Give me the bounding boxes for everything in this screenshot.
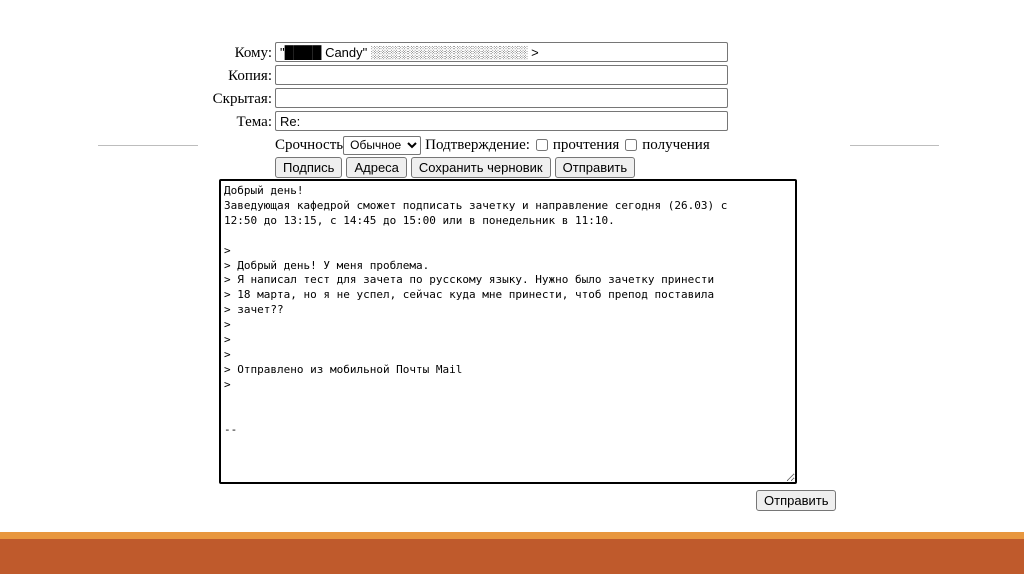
send-button-bottom[interactable]: Отправить xyxy=(756,490,836,511)
delivery-receipt-checkbox[interactable] xyxy=(625,139,637,151)
footer-bar xyxy=(0,539,1024,574)
to-row xyxy=(0,42,1024,64)
cc-input[interactable] xyxy=(275,65,728,85)
cc-label: Копия: xyxy=(228,68,272,84)
subject-input[interactable] xyxy=(275,111,728,131)
decorative-divider-left xyxy=(98,145,198,146)
save-draft-button[interactable]: Сохранить черновик xyxy=(411,157,551,178)
bcc-input[interactable] xyxy=(275,88,728,108)
footer-accent-stripe xyxy=(0,532,1024,539)
urgency-label: Срочность xyxy=(275,136,344,153)
bcc-row xyxy=(0,88,1024,110)
signature-button[interactable]: Подпись xyxy=(275,157,342,178)
toolbar xyxy=(275,157,639,178)
send-button-top[interactable]: Отправить xyxy=(555,157,635,178)
read-receipt-checkbox[interactable] xyxy=(536,139,548,151)
addresses-button[interactable]: Адреса xyxy=(346,157,406,178)
subject-row xyxy=(0,111,1024,133)
bcc-label: Скрытая: xyxy=(212,91,272,107)
cc-row xyxy=(0,65,1024,87)
subject-label: Тема: xyxy=(236,114,272,130)
options-row xyxy=(275,134,710,156)
to-input[interactable] xyxy=(275,42,728,62)
urgency-select[interactable] xyxy=(343,136,421,155)
to-label: Кому: xyxy=(234,45,272,61)
message-body-textarea[interactable] xyxy=(219,179,797,484)
decorative-divider-right xyxy=(850,145,939,146)
confirmation-label: Подтверждение: xyxy=(425,136,530,153)
delivery-receipt-label: получения xyxy=(642,136,710,153)
read-receipt-label: прочтения xyxy=(552,136,620,153)
